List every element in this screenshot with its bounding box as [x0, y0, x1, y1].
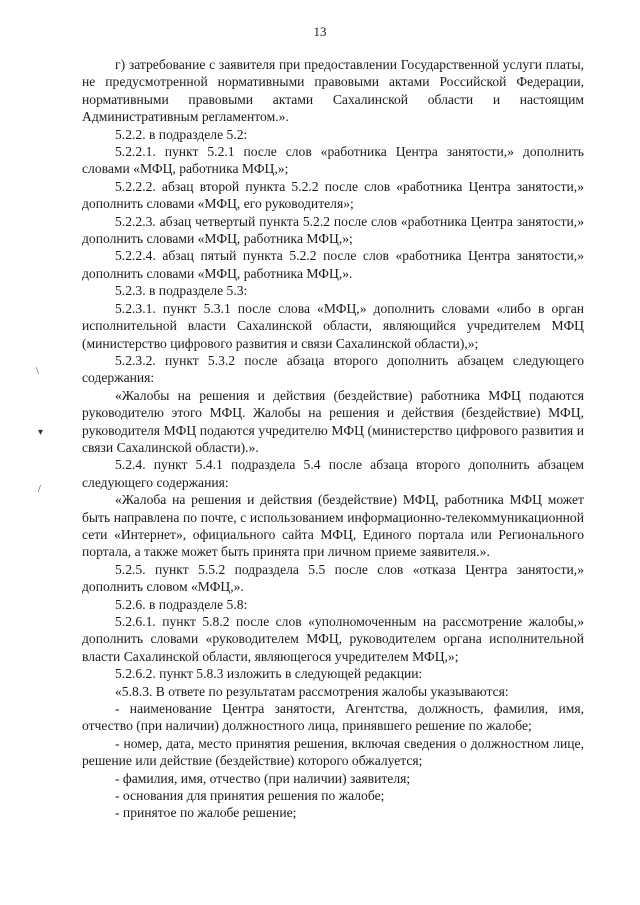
- paragraph: 5.2.2.3. абзац четвертый пункта 5.2.2 после слов «работника Центра занятости,» дополнить словами «МФЦ, работника МФЦ,»;: [82, 213, 584, 247]
- paragraph: г) затребование с заявителя при предоставлении Государственной услуги платы, не предусмотренной нормативными правовыми актами Российской Федерации, нормативными правовыми актами Сахалинской области и настоящим Административным регламентом.».: [82, 57, 584, 125]
- paragraph: «Жалобы на решения и действия (бездействие) работника МФЦ подаются руководителю этого МФЦ. Жалобы на решения и действия (бездействие) МФЦ, руководителя МФЦ подаются учредителю МФЦ (министерство цифрового развития и связи Сахалинской области).».: [82, 387, 584, 455]
- margin-mark: /: [38, 484, 41, 495]
- paragraph: «Жалоба на решения и действия (бездействие) МФЦ, работника МФЦ может быть направлена по почте, с использованием информационно-телекоммуникационной сети «Интернет», официального сайта МФЦ, Единого портала или Регионального портала, а также может быть принята при личном приеме заявителя.».: [82, 492, 584, 560]
- paragraph: 5.2.6.1. пункт 5.8.2 после слов «уполномоченным на рассмотрение жалобы,» дополнить словами «руководителем МФЦ, руководителем органа исполнительной власти Сахалинской области, являющегося учредителем МФЦ,»;: [82, 614, 584, 664]
- paragraph: 5.2.5. пункт 5.5.2 подраздела 5.5 после слов «отказа Центра занятости,» дополнить словом «МФЦ,».: [82, 561, 584, 595]
- paragraph: 5.2.2.2. абзац второй пункта 5.2.2 после слов «работника Центра занятости,» дополнить словами «МФЦ, его руководителя»;: [82, 178, 584, 212]
- paragraph: 5.2.3.1. пункт 5.3.1 после слова «МФЦ,» дополнить словами «либо в орган исполнительной власти Сахалинской области, являющийся учредителем МФЦ (министерство цифрового развития и связи Сахалинской области),»;: [82, 300, 584, 351]
- paragraph: 5.2.6. в подразделе 5.8:: [115, 596, 248, 612]
- margin-mark: ▾: [38, 427, 44, 438]
- paragraph: «5.8.3. В ответе по результатам рассмотрения жалобы указываются:: [115, 683, 509, 699]
- paragraph: 5.2.4. пункт 5.4.1 подраздела 5.4 после абзаца второго дополнить абзацем следующего содержания:: [82, 457, 584, 490]
- paragraph: 5.2.3.2. пункт 5.3.2 после абзаца второго дополнить абзацем следующего содержания:: [82, 352, 584, 386]
- paragraph: 5.2.3. в подразделе 5.3:: [115, 283, 248, 299]
- paragraph: - принятое по жалобе решение;: [115, 805, 297, 821]
- margin-mark: \: [36, 366, 39, 377]
- paragraph: 5.2.2.4. абзац пятый пункта 5.2.2 после слов «работника Центра занятости,» дополнить словами «МФЦ, работника МФЦ,».: [82, 248, 584, 281]
- paragraph: - фамилия, имя, отчество (при наличии) заявителя;: [115, 770, 411, 786]
- paragraph: 5.2.2.1. пункт 5.2.1 после слов «работника Центра занятости,» дополнить словами «МФЦ, работника МФЦ,»;: [82, 144, 584, 177]
- paragraph: - наименование Центра занятости, Агентства, должность, фамилия, имя, отчество (при наличии) должностного лица, принявшего решение по жалобе;: [82, 701, 584, 734]
- paragraph: - основания для принятия решения по жалобе;: [115, 788, 385, 804]
- page-number: 13: [313, 24, 327, 39]
- paragraph: 5.2.2. в подразделе 5.2:: [115, 126, 248, 142]
- paragraph: 5.2.6.2. пункт 5.8.3 изложить в следующей редакции:: [115, 666, 423, 682]
- document-body: [82, 56, 584, 822]
- paragraph: - номер, дата, место принятия решения, включая сведения о должностном лице, решение или действие (бездействие) которого обжалуется;: [82, 735, 584, 769]
